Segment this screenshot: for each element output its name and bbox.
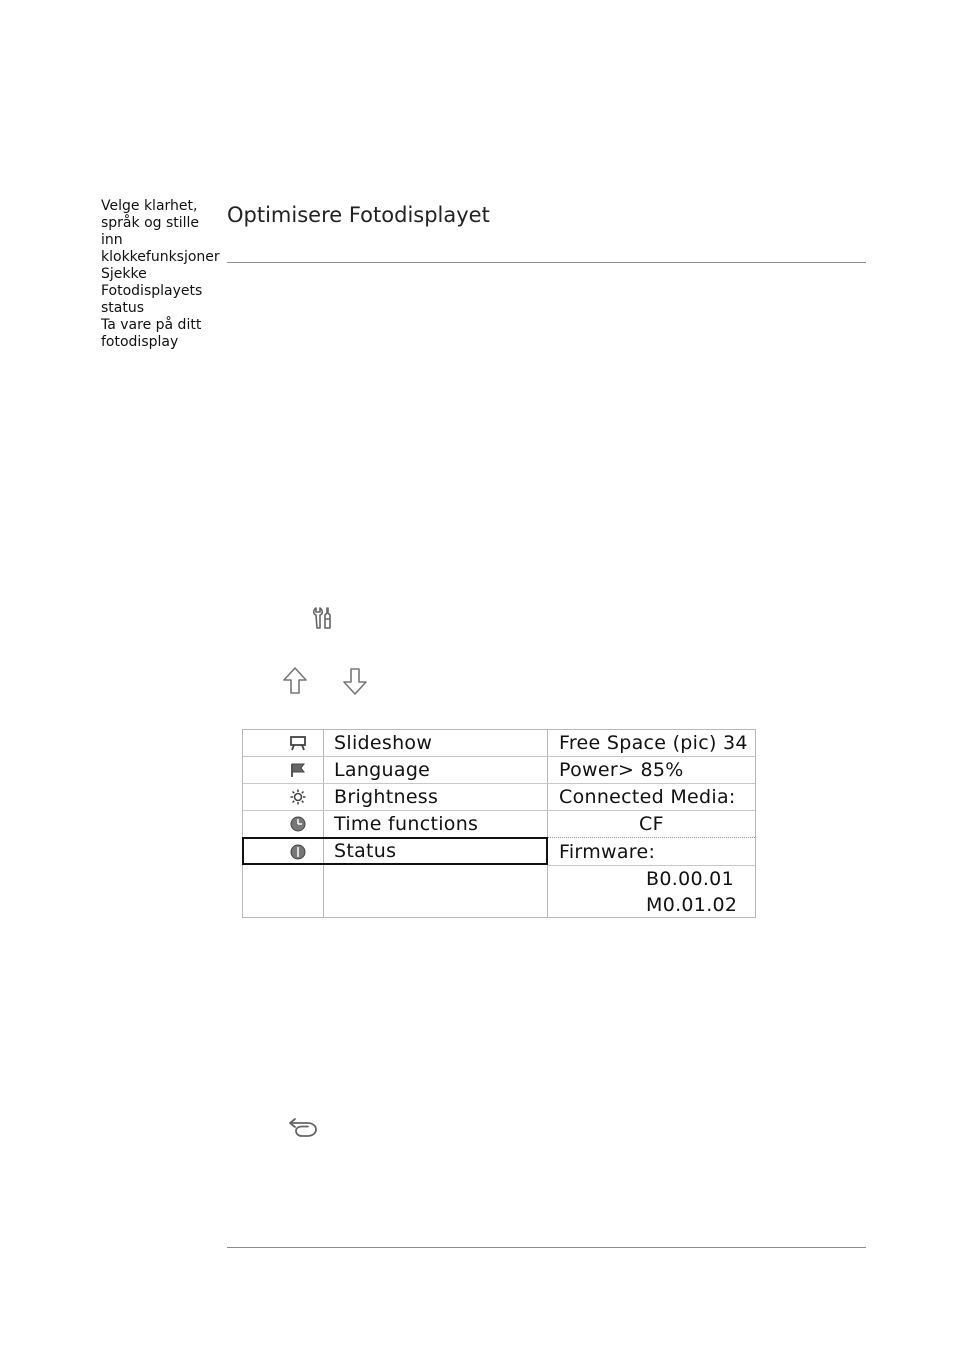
connected-media-label: Connected Media: (559, 786, 736, 808)
menu-item-status[interactable] (242, 837, 548, 865)
sidebar-nav (101, 198, 223, 351)
clock-icon (289, 816, 307, 832)
back-icon (286, 1116, 320, 1140)
slideshow-icon (289, 735, 307, 751)
menu-item-brightness[interactable] (243, 784, 548, 811)
free-space-text: Free Space (pic) 34 (559, 732, 748, 754)
firmware-label: Firmware: (559, 841, 656, 863)
header-divider (227, 262, 866, 263)
connected-media-value: CF (639, 813, 664, 835)
connected-media-value-row (548, 811, 755, 838)
menu-item-label: Brightness (334, 786, 439, 808)
menu-item-label: Status (334, 840, 397, 862)
arrow-down-icon (342, 666, 368, 696)
connected-media-row (548, 784, 755, 811)
menu-item-language[interactable] (243, 757, 548, 784)
sidebar-link-status[interactable]: Sjekke Fotodisplayets status (101, 266, 203, 316)
firmware-version-2: M0.01.02 (646, 894, 738, 916)
footer-divider (227, 1247, 866, 1248)
firmware-version-1: B0.00.01 (646, 868, 734, 890)
menu-item-time-functions[interactable] (243, 811, 548, 838)
sidebar-link-care[interactable]: Ta vare på ditt fotodisplay (101, 317, 202, 350)
power-row (548, 757, 755, 784)
sidebar-link-brightness-language-time[interactable]: Velge klarhet, språk og stille inn klokkefunksjoner (101, 198, 220, 265)
sun-icon (289, 789, 307, 805)
menu-item-label: Language (334, 759, 431, 781)
menu-item-label: Slideshow (334, 732, 433, 754)
page-title: Optimisere Fotodisplayet (227, 203, 490, 227)
clock-icon (289, 844, 307, 860)
menu-item-slideshow[interactable] (243, 730, 548, 757)
flag-icon (289, 762, 307, 778)
arrow-up-icon (282, 666, 308, 696)
firmware-values (548, 866, 755, 919)
photo-display-screen (242, 729, 756, 918)
tools-icon (310, 605, 336, 631)
menu-item-label: Time functions (334, 813, 479, 835)
firmware-row (548, 838, 755, 866)
free-space-row (548, 730, 755, 757)
power-text: Power> 85% (559, 759, 684, 781)
